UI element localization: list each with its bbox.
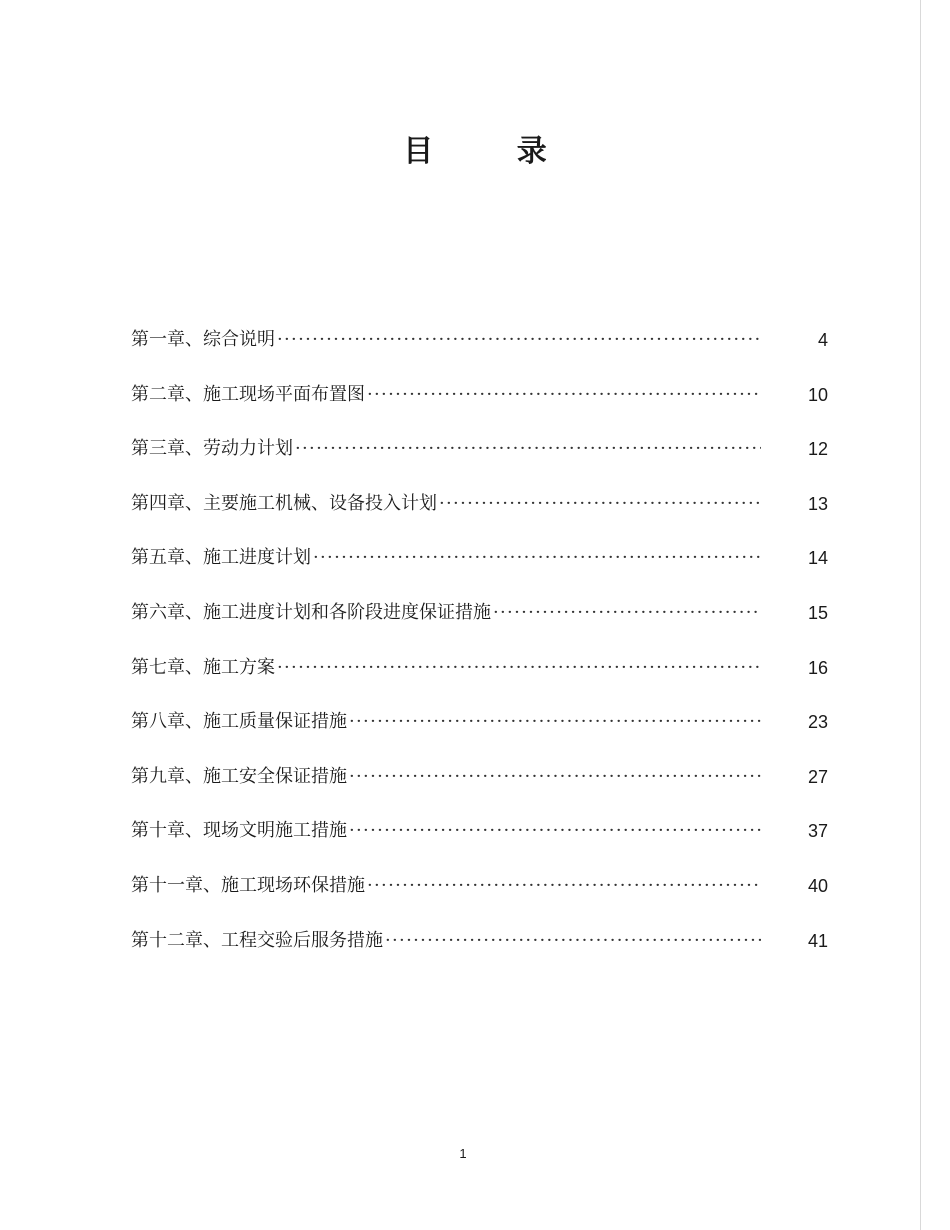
toc-entry-label: 第六章、施工进度计划和各阶段进度保证措施 ····· bbox=[131, 600, 761, 626]
toc-entry-chapter-2[interactable] bbox=[131, 368, 831, 423]
toc-entry-page: 27 bbox=[807, 766, 828, 787]
toc-entry-label: 第十二章、工程交验后服务措施 ····· bbox=[131, 928, 761, 954]
toc-entry-chapter-4[interactable] bbox=[131, 477, 831, 532]
toc-entry-label: 第九章、施工安全保证措施 ····· bbox=[131, 764, 761, 790]
toc-entry-chapter-7[interactable] bbox=[131, 641, 831, 696]
toc-entry-chapter-12[interactable] bbox=[131, 914, 831, 969]
toc-entry-chapter-10[interactable] bbox=[131, 804, 831, 859]
toc-entry-label: 第一章、综合说明 ····· bbox=[131, 327, 761, 353]
toc-entry-label: 第八章、施工质量保证措施 ····· bbox=[131, 709, 761, 735]
toc-entry-chapter-9[interactable] bbox=[131, 750, 831, 805]
toc-entry-page: 15 bbox=[807, 602, 828, 623]
toc-entry-page: 13 bbox=[807, 493, 828, 514]
page-edge-divider bbox=[920, 0, 921, 1230]
toc-entry-page: 16 bbox=[807, 657, 828, 678]
toc-entry-chapter-1[interactable] bbox=[131, 313, 831, 368]
toc-entry-page: 37 bbox=[807, 821, 828, 842]
toc-entry-label: 第二章、施工现场平面布置图 ····· bbox=[131, 382, 761, 408]
toc-entry-page: 41 bbox=[807, 930, 828, 951]
toc-entry-chapter-11[interactable] bbox=[131, 859, 831, 914]
toc-entry-page: 23 bbox=[807, 712, 828, 733]
page-title: 目 录 bbox=[403, 134, 547, 170]
toc-entry-page: 4 bbox=[817, 330, 828, 350]
page-number: 1 bbox=[459, 1146, 467, 1161]
toc-entry-page: 12 bbox=[807, 439, 828, 460]
toc-entry-chapter-8[interactable] bbox=[131, 695, 831, 750]
toc-entry-label: 第十一章、施工现场环保措施 ····· bbox=[131, 873, 761, 899]
table-of-contents bbox=[131, 313, 831, 968]
toc-entry-page: 14 bbox=[807, 548, 828, 569]
toc-entry-label: 第七章、施工方案 ····· bbox=[131, 655, 761, 681]
toc-entry-chapter-5[interactable] bbox=[131, 531, 831, 586]
toc-entry-chapter-3[interactable] bbox=[131, 422, 831, 477]
toc-entry-page: 10 bbox=[807, 384, 828, 405]
toc-entry-label: 第五章、施工进度计划 ····· bbox=[131, 545, 761, 571]
toc-entry-label: 第三章、劳动力计划 ····· bbox=[131, 436, 761, 462]
toc-entry-page: 40 bbox=[807, 875, 828, 896]
toc-entry-chapter-6[interactable] bbox=[131, 586, 831, 641]
toc-entry-label: 第四章、主要施工机械、设备投入计划 ····· bbox=[131, 491, 761, 517]
toc-entry-label: 第十章、现场文明施工措施 ····· bbox=[131, 818, 761, 844]
